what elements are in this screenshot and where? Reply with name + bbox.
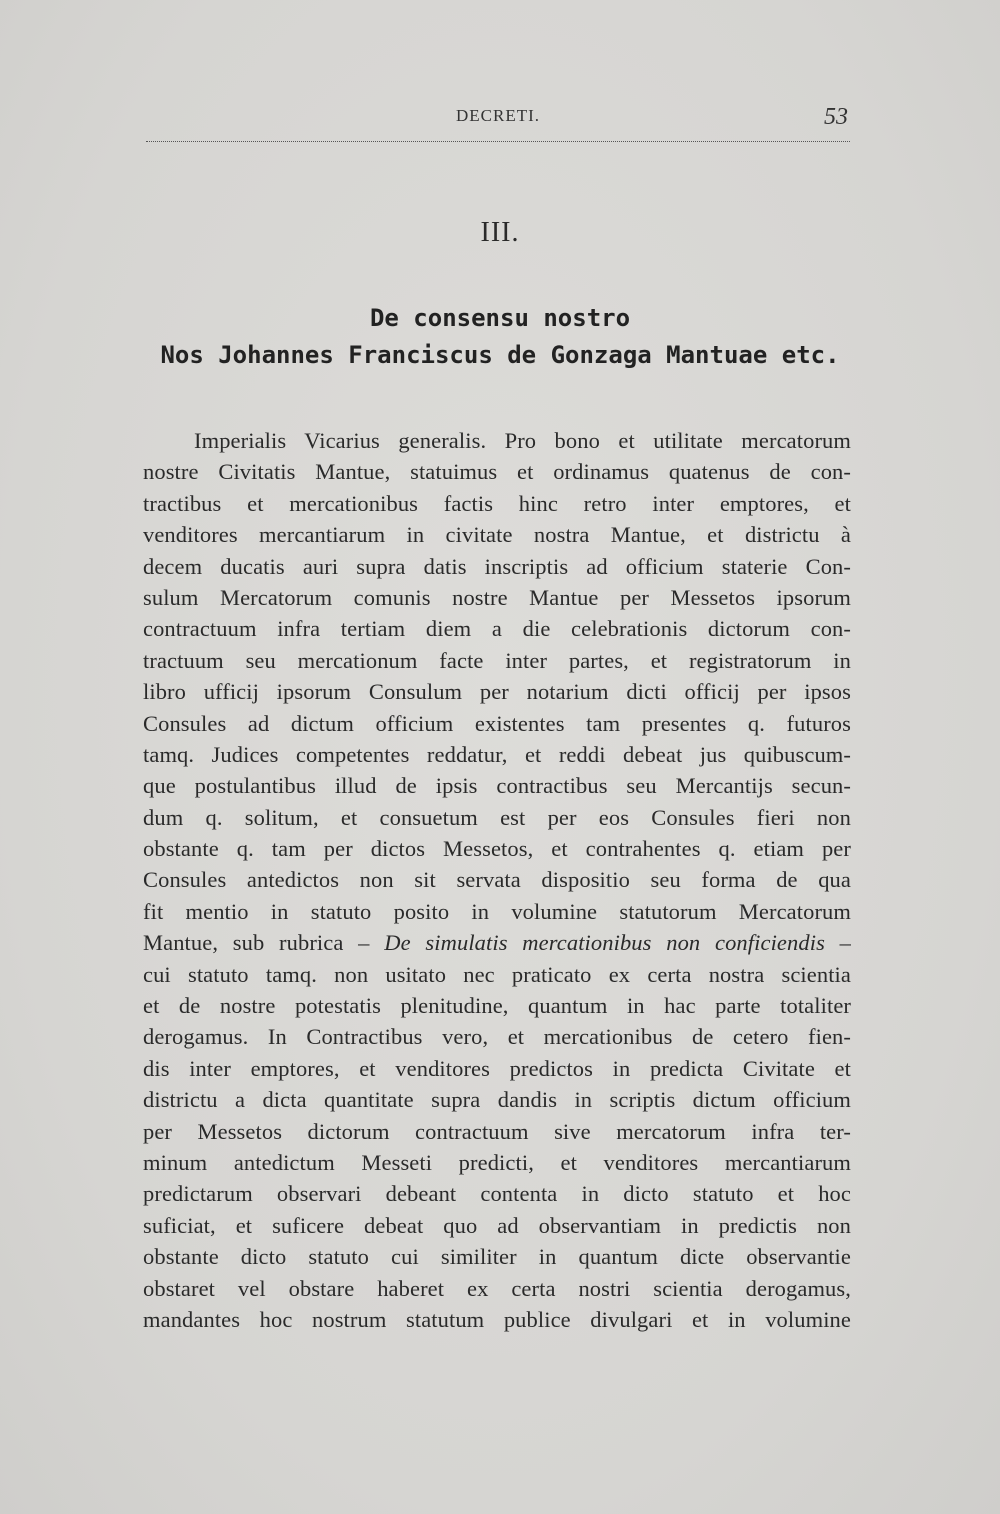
body-text <box>143 425 851 1335</box>
body-line: fit mentio in statuto posito in volumine statutorum Mercatorum <box>143 898 851 924</box>
rubric-after: – <box>824 930 851 956</box>
running-head-title: DECRETI. <box>455 106 541 125</box>
body-line: decem ducatis auri supra datis inscriptis ad officium staterie Con- <box>143 553 851 579</box>
body-line: tamq. Judices competentes reddatur, et reddi debeat jus quibuscum- <box>143 741 851 767</box>
body-line: predictarum observari debeant contenta in dicto statuto et hoc <box>143 1181 851 1207</box>
body-line: derogamus. In Contractibus vero, et mercationibus de cetero fien- <box>143 1024 851 1050</box>
body-line: tractibus et mercationibus factis hinc retro inter emptores, et <box>143 490 851 516</box>
body-line: minum antedictum Messeti predicti, et venditores mercantiarum <box>143 1149 851 1175</box>
body-line: Consules antedictos non sit servata dispositio seu forma de qua <box>143 867 851 893</box>
body-line: nostre Civitatis Mantue, statuimus et ordinamus quatenus de con- <box>143 459 851 485</box>
body-line: contractuum infra tertiam diem a die celebrationis dictorum con- <box>143 616 851 642</box>
dotted-rule <box>146 141 850 142</box>
body-line: obstante dicto statuto cui similiter in quantum dicte observantie <box>143 1244 851 1270</box>
body-line: obstaret vel obstare haberet ex certa nostri scientia derogamus, <box>143 1275 851 1301</box>
page-number: 53 <box>824 104 848 130</box>
body-line: Imperialis Vicarius generalis. Pro bono et utilitate mercatorum <box>194 428 851 453</box>
rubric-line <box>143 927 851 958</box>
body-line: obstante q. tam per dictos Messetos, et contrahentes q. etiam per <box>143 836 851 862</box>
body-line: suficiat, et suficere debeat quo ad observantiam in predictis non <box>143 1212 851 1238</box>
body-line: districtu a dicta quantitate supra dandis in scriptis dictum officium <box>143 1087 851 1113</box>
body-line: Consules ad dictum officium existentes tam presentes q. futuros <box>143 710 851 736</box>
section-number: III. <box>480 217 520 248</box>
running-head <box>146 104 850 144</box>
body-line: tractuum seu mercationum facte inter partes, et registratorum in <box>143 647 851 673</box>
body-line: sulum Mercatorum comunis nostre Mantue per Messetos ipsorum <box>143 584 851 610</box>
section-heading: De consensu nostro <box>369 304 631 332</box>
section-subheading: Nos Johannes Franciscus de Gonzaga Mantuae etc. <box>160 341 840 369</box>
body-line: mandantes hoc nostrum statutum publice divulgari et in volumine <box>143 1306 851 1332</box>
rubric-before: Mantue, sub rubrica – <box>143 930 385 956</box>
body-line: cui statuto tamq. non usitato nec praticato ex certa nostra scientia <box>143 961 851 987</box>
body-line: et de nostre potestatis plenitudine, quantum in hac parte totaliter <box>143 993 851 1019</box>
body-line: libro ufficij ipsorum Consulum per notarium dicti officij per ipsos <box>143 679 851 705</box>
body-line: que postulantibus illud de ipsis contractibus seu Mercantijs secun- <box>143 773 851 799</box>
body-line: per Messetos dictorum contractuum sive mercatorum infra ter- <box>143 1118 851 1144</box>
rubric-title: De simulatis mercationibus non conficiendis <box>384 930 825 956</box>
body-line: dis inter emptores, et venditores predictos in predicta Civitate et <box>143 1055 851 1081</box>
body-line: venditores mercantiarum in civitate nostra Mantue, et districtu à <box>143 522 851 548</box>
body-line: dum q. solitum, et consuetum est per eos Consules fieri non <box>143 804 851 830</box>
